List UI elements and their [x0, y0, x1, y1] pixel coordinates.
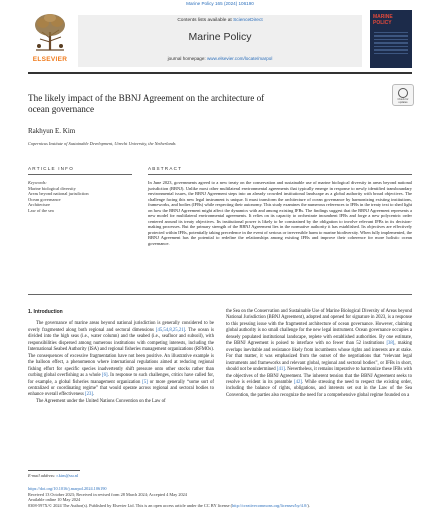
body-paragraph: The Agreement under the United Nations Convention on the Law of — [36, 398, 166, 404]
check-updates-icon — [398, 88, 408, 98]
author-name[interactable]: Rakhyun E. Kim — [28, 127, 76, 135]
license-text: ). — [307, 502, 310, 508]
introduction-heading: 1. Introduction — [28, 309, 63, 315]
body-text: . The ocean is divided into the high seas (i.e., water column) and the seabed (i.e., seafloor and subsoil), with responsibilities dispersed among numerous institutions with competing interests, including the International Seabed Authority (ISA) and regional fisheries management organizations (RFMOs). The consequences of excessive fragmentation have not been positive. An illustrative example is the balloon effect, a phenomenon where international regulations aimed at reducing regional fishing effort for specific species inadvertently shift pressure onto other stocks rather than curbing global overfishing as a whole — [28, 327, 215, 379]
body-text: . While stressing the need to respect the existing order, including the balance of rights, obligations, and interests set out in the Law of the Sea Convention, the parties also recognize the need for a comprehensive global regime founded on a — [226, 379, 412, 398]
article-footer — [28, 486, 412, 508]
check-for-updates-button[interactable] — [392, 84, 414, 106]
citation-link[interactable]: [45,54,8,25,21] — [155, 327, 186, 333]
publisher-name: ELSEVIER — [32, 56, 68, 63]
journal-name: Marine Policy — [188, 31, 252, 43]
article-info-rule — [28, 174, 132, 175]
journal-reference[interactable]: Marine Policy 165 (2024) 106190 — [186, 1, 254, 6]
body-text: the Sea on the Conservation and Sustainable Use of Marine Biological Diversity of Areas beyond National Jurisdiction (BBNJ Agreement), adopted and opened for signature in 2023, is a response to this pressing issue with the fragmented architecture of ocean governance. However, claiming global authority is no small challenge for the new legal instrument. Ocean governance occupies a densely populated institutional landscape, replete with established authorities. By one estimate, the BBNJ Agreement is poised to interface with no fewer than 52 institutions — [226, 309, 412, 347]
citation-link[interactable]: [23] — [85, 392, 93, 398]
body-text: . — [92, 392, 95, 398]
keyword: Marine biological diversity — [28, 186, 76, 191]
body-text: The governance of marine areas beyond national jurisdiction is generally considered to be overly fragmented along both regional and sectoral dimensions — [28, 321, 214, 333]
contents-prefix: Contents lists available at — [177, 18, 232, 23]
author-affiliation: Copernicus Institute of Sustainable Development, Utrecht University, the Netherlands — [28, 141, 176, 146]
body-paragraph — [226, 309, 412, 399]
homepage-prefix: journal homepage: — [167, 56, 206, 61]
citation-link[interactable]: [42] — [294, 379, 302, 385]
body-column-left — [28, 309, 214, 405]
homepage-line — [78, 56, 362, 61]
elsevier-tree-icon — [32, 12, 68, 52]
article-title-line-1: The likely impact of the BBNJ Agreement on the architecture of — [28, 93, 265, 103]
citation-link[interactable]: [5] — [142, 379, 148, 385]
body-column-right — [226, 309, 412, 399]
doi-link[interactable]: https://doi.org/10.1016/j.marpol.2024.106190 — [28, 486, 107, 491]
body-text: or more generally “some sort of centralized or coordinating regime” that would operate across regional and sectoral bodies to enhance overall effectiveness — [28, 379, 215, 398]
corresponding-author-footnote — [28, 473, 78, 478]
license-link[interactable]: http://creativecommons.org/licenses/by/4.0/ — [232, 502, 308, 508]
keyword: Areas beyond national jurisdiction — [28, 191, 89, 197]
license-line — [28, 503, 412, 509]
abstract-rule — [148, 174, 412, 175]
citation-link[interactable]: [6] — [102, 373, 108, 379]
abstract-text: In June 2023, governments agreed to a new treaty on the conservation and sustainable use of marine biological diversity in areas beyond national jurisdiction (BBNJ). Unlike most other multilateral environmental agreements that typically emerge in response to newly identified transboundary environmental issues, the BBNJ Agreement steps into an already crowded institutional landscape as a global authority with broad objectives. The challenge facing this new legal instrument is unique. It must transform the architecture of ocean governance by harmonizing existing institutions, frameworks, and bodies (IFBs) while respecting their autonomy. This study examines the numerous references to IFBs in the treaty text to shed light on how the BBNJ Agreement might affect the dynamics with and among existing IFBs. The findings suggest that the BBNJ Agreement represents a new model for multilateral environmental agreements. It relies on its capacity to orchestrate incumbent IFBs and forge a new polycentric order centered around its treaty objectives. Its institutional power is likely to be constrained by the obligation to involve relevant IFBs in its decision-making processes. But the primary strength of the BBNJ Agreement lies in the normative authority it has established. Its objectives are effectively protected within IFBs, potentially taking precedence in the event of serious or irreversible harm to marine biodiversity. When fully implemented, the BBNJ Agreement has the potential to redefine the relationships among existing IFBs and improve their coherence for more holistic ocean governance. — [148, 180, 412, 247]
keywords-list — [28, 186, 128, 213]
check-updates-label: Check for updates — [397, 98, 409, 104]
license-text: 0308-597X/© 2024 The Author(s). Published by Elsevier Ltd. This is an open access article under the CC BY license ( — [28, 502, 233, 508]
journal-homepage-link[interactable]: www.elsevier.com/locate/marpol — [206, 56, 273, 61]
citation-link[interactable]: [41] — [276, 367, 285, 373]
masthead — [28, 10, 412, 68]
online-date: Available online 10 May 2024 — [28, 497, 81, 503]
article-title-line-2: ocean governance — [28, 104, 95, 114]
contents-line — [78, 18, 362, 23]
body-text: . In response to such challenges, critics have called for, for example, a global fisheries management organization — [28, 373, 214, 385]
keyword: Law of the sea — [28, 207, 54, 213]
citation-link[interactable]: [38] — [386, 341, 395, 347]
journal-band — [78, 15, 362, 67]
elsevier-logo[interactable] — [28, 10, 72, 68]
article-history: Received 13 October 2023; Received in revised form 28 March 2024; Accepted 4 May 2024 — [28, 491, 187, 497]
body-text: . Nevertheless, it remains imperative to harmonize these IFBs with the objectives of the BBNJ Agreement. The inherent tension that the BBNJ Agreement seeks to resolve is evident in its preamble — [226, 367, 412, 385]
article-title — [28, 93, 358, 115]
body-paragraph — [28, 321, 214, 398]
abstract-bottom-rule — [28, 294, 412, 295]
journal-cover-image[interactable] — [370, 10, 412, 68]
email-label: E-mail address: — [28, 473, 56, 478]
article-info-heading: ARTICLE INFO — [28, 166, 74, 171]
cover-decoration — [374, 32, 408, 62]
keywords-label: Keywords: — [28, 180, 47, 185]
body-text: , making overlaps inevitable and resistance likely from incumbents whose rights and interests are at stake. For that matter, it was emphasized from the outset of the negotiations that “relevant legal instruments and frameworks and relevant global, regional and sectoral bodies”, or IFBs in short, should not be undermined — [226, 341, 413, 373]
masthead-rule — [28, 72, 412, 74]
abstract-heading: ABSTRACT — [148, 166, 183, 171]
footnote-rule — [28, 470, 80, 471]
sciencedirect-link[interactable]: ScienceDirect — [233, 18, 263, 23]
cover-title: MARINE POLICY — [373, 14, 393, 26]
keyword: Architecture — [28, 202, 50, 208]
author-email-link[interactable]: r.kim@uu.nl — [56, 473, 79, 478]
keyword: Ocean governance — [28, 196, 61, 202]
